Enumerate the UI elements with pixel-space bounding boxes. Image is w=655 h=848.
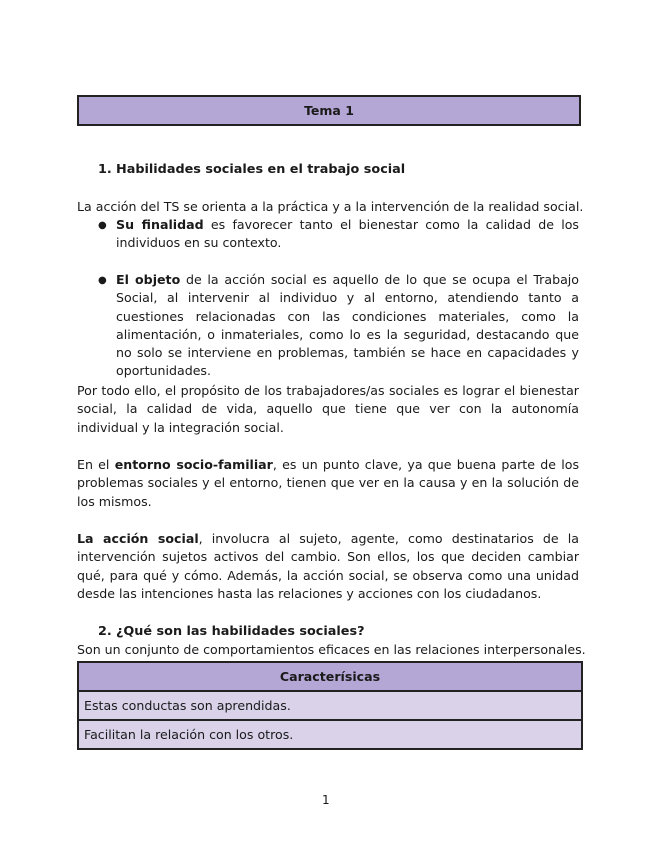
document-title: Tema 1 bbox=[304, 103, 354, 118]
section-2-number: 2. bbox=[98, 624, 112, 639]
table-header: Caracterísicas bbox=[79, 663, 581, 692]
section-1-intro: La acción del TS se orienta a la práctica y a la intervención de la realidad social. bbox=[77, 199, 584, 214]
bullet-objeto-bold: El objeto bbox=[116, 272, 181, 287]
paragraph-entorno-prefix: En el bbox=[77, 457, 115, 472]
section-1-number: 1. bbox=[98, 162, 112, 177]
bullet-finalidad-bold: Su finalidad bbox=[116, 217, 204, 232]
paragraph-accion-text: , involucra al sujeto, agente, como destinatarios de la intervención sujetos activos del cambio. Son ellos, los que deciden cambiar qué, para qué y cómo. Además, la acción social, se observa como una unidad desde las intenciones hasta las relaciones y acciones con los ciudadanos. bbox=[77, 531, 579, 601]
page-number: 1 bbox=[322, 793, 330, 807]
table-row: Facilitan la relación con los otros. bbox=[79, 719, 581, 748]
paragraph-entorno-text: , es un punto clave, ya que buena parte de los problemas sociales y el entorno, tienen que ver en la causa y en la solución de los mismos. bbox=[77, 457, 579, 509]
paragraph-accion-social bbox=[77, 530, 579, 603]
bullet-objeto bbox=[116, 271, 579, 381]
bullet-objeto-text: de la acción social es aquello de lo que se ocupa el Trabajo Social, al intervenir al individuo y al entorno, atendiendo tanto a cuestiones relacionadas con las condiciones materiales, como la alimentación, o inmateriales, como lo es la seguridad, destacando que no solo se interviene en problemas, también se hace en capacidades y oportunidades. bbox=[116, 272, 579, 379]
bullet-finalidad-text: es favorecer tanto el bienestar como la calidad de los individuos en su contexto. bbox=[116, 217, 579, 251]
paragraph-entorno-bold: entorno socio-familiar bbox=[114, 457, 273, 472]
section-2-intro: Son un conjunto de comportamientos eficaces en las relaciones interpersonales. bbox=[77, 642, 586, 657]
section-2-heading: ¿Qué son las habilidades sociales? bbox=[116, 624, 365, 639]
section-1-heading: Habilidades sociales en el trabajo social bbox=[116, 162, 406, 177]
characteristics-table bbox=[77, 661, 583, 750]
table-row: Estas conductas son aprendidas. bbox=[79, 692, 581, 719]
bullet-finalidad bbox=[116, 216, 579, 253]
title-box bbox=[77, 95, 581, 126]
paragraph-accion-bold: La acción social bbox=[77, 531, 199, 546]
bullet-icon: ● bbox=[98, 220, 107, 231]
paragraph-entorno bbox=[77, 456, 579, 511]
bullet-icon: ● bbox=[98, 275, 107, 286]
paragraph-purpose: Por todo ello, el propósito de los trabajadores/as sociales es lograr el bienestar social, la calidad de vida, aquello que tiene que ver con la autonomía individual y la integración social. bbox=[77, 383, 579, 435]
